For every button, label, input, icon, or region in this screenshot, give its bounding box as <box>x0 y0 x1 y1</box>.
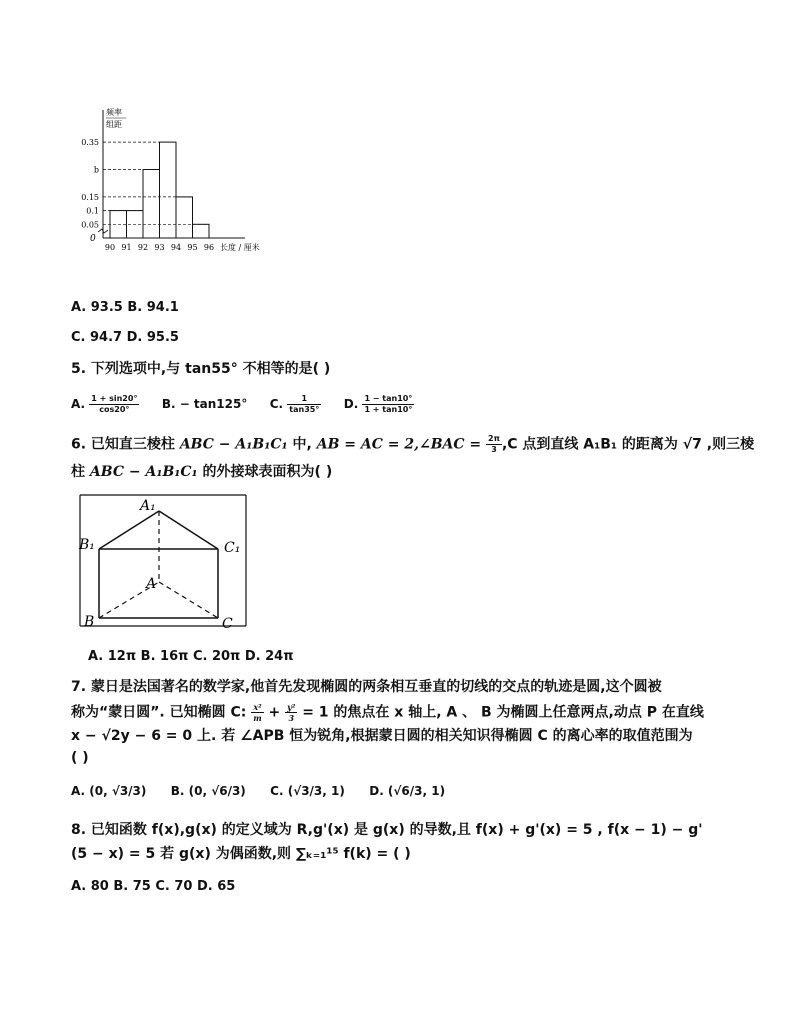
vertex-C1: C₁ <box>224 540 241 556</box>
q6-options: A. 12π B. 16π C. 20π D. 24π <box>88 649 294 664</box>
x-tick-label: 93 <box>154 243 165 252</box>
y-tick-label: 0.1 <box>86 206 99 216</box>
q5-option-d-label: D. <box>343 397 359 411</box>
q5-option-a-fraction: $\frac{1 + \sin 20^\circ}{\cos 20^\circ}$ <box>91 394 138 414</box>
x-tick-label: 95 <box>187 243 198 252</box>
x-tick-label: 90 <box>104 243 116 252</box>
q7-option-a: A. (0, √3/3) <box>71 784 147 798</box>
vertex-B1: B₁ <box>79 537 95 553</box>
y-axis-label-top: 频率 <box>106 108 122 117</box>
y-axis-label-bottom: 组距 <box>106 120 122 129</box>
y-tick-label: 0.15 <box>81 192 99 202</box>
q6-line1: 6. 已知直三棱柱 ABC − A₁B₁C₁ 中, AB = AC = 2,∠BAC = $\frac{2\pi}{3}$ ,C 点到直线 A₁B₁ 的距离为 √7 ,则三棱 <box>71 434 755 454</box>
frequency-histogram <box>70 100 290 260</box>
vertex-A: A <box>146 576 157 592</box>
q7-option-b: B. (0, √6/3) <box>170 784 246 798</box>
q5-option-c-label: C. <box>269 397 284 411</box>
histogram-bar <box>193 224 210 238</box>
q5-stem: 5. 下列选项中,与 tan55° 不相等的是( ) <box>71 361 331 377</box>
q7-line1: 7. 蒙日是法国著名的数学家,他首先发现椭圆的两条相互垂直的切线的交点的轨迹是圆,这个圆被 <box>71 679 662 695</box>
q7-option-d: D. (√6/3, 1) <box>369 784 446 798</box>
q7-line3: x − √2y − 6 = 0 上. 若 ∠APB 恒为锐角,根据蒙日圆的相关知识得椭圆 C 的离心率的取值范围为 <box>71 728 693 744</box>
y-tick-label: b <box>93 165 99 175</box>
vertex-C: C <box>222 616 233 632</box>
histogram-bar <box>160 142 177 238</box>
y-tick-label: 0.35 <box>81 138 99 148</box>
histogram-bar <box>143 170 160 239</box>
vertex-A1: A₁ <box>140 498 156 514</box>
q5-options <box>71 394 414 415</box>
q7-line4: ( ) <box>71 750 89 766</box>
histogram-bar <box>176 197 193 238</box>
q5-option-b: B. − tan125° <box>161 397 248 411</box>
q4-options-line1: A. 93.5 B. 94.1 <box>71 300 179 315</box>
q7-line2: 称为“蒙日圆”. 已知椭圆 C: $\frac{\text{x²}}{m}$ + $\frac{\text{y²}}{3}$ = 1 的焦点在 x 轴上, A 、 B 为椭圆上任意两点,动点 P 在直线 <box>71 702 704 723</box>
x-axis-label: 长度 / 厘米 <box>220 243 260 252</box>
q8-options: A. 80 B. 75 C. 70 D. 65 <box>71 879 236 894</box>
y-tick-label: 0.05 <box>81 220 99 230</box>
q8-line1: 8. 已知函数 f(x),g(x) 的定义域为 R,g'(x) 是 g(x) 的导数,且 f(x) + g'(x) = 5 , f(x − 1) − g' <box>71 822 703 838</box>
q7-option-c: C. (√3/3, 1) <box>270 784 345 798</box>
q5-option-d-fraction: $\frac{1 - \tan 10^\circ}{1 + \tan 10^\circ}$ <box>364 394 413 414</box>
x-tick-label: 91 <box>121 243 132 252</box>
q7-options <box>71 782 445 800</box>
q6-line2: 柱 ABC − A₁B₁C₁ 的外接球表面积为( ) <box>71 464 333 480</box>
x-tick-label: 92 <box>137 243 149 252</box>
q5-option-a-label: A. <box>71 397 86 411</box>
x-tick-label: 94 <box>170 243 182 252</box>
q5-option-c-fraction: $\frac{1}{\tan 35^\circ}$ <box>289 394 320 414</box>
q4-options-line2: C. 94.7 D. 95.5 <box>71 330 179 345</box>
q8-line2: (5 − x) = 5 若 g(x) 为偶函数,则 ∑ₖ₌₁¹⁵ f(k) = ( ) <box>71 846 411 862</box>
vertex-B: B <box>84 614 95 630</box>
x-tick-label: 96 <box>203 243 215 252</box>
prism-figure <box>74 494 254 634</box>
origin-label: 0 <box>90 234 96 244</box>
